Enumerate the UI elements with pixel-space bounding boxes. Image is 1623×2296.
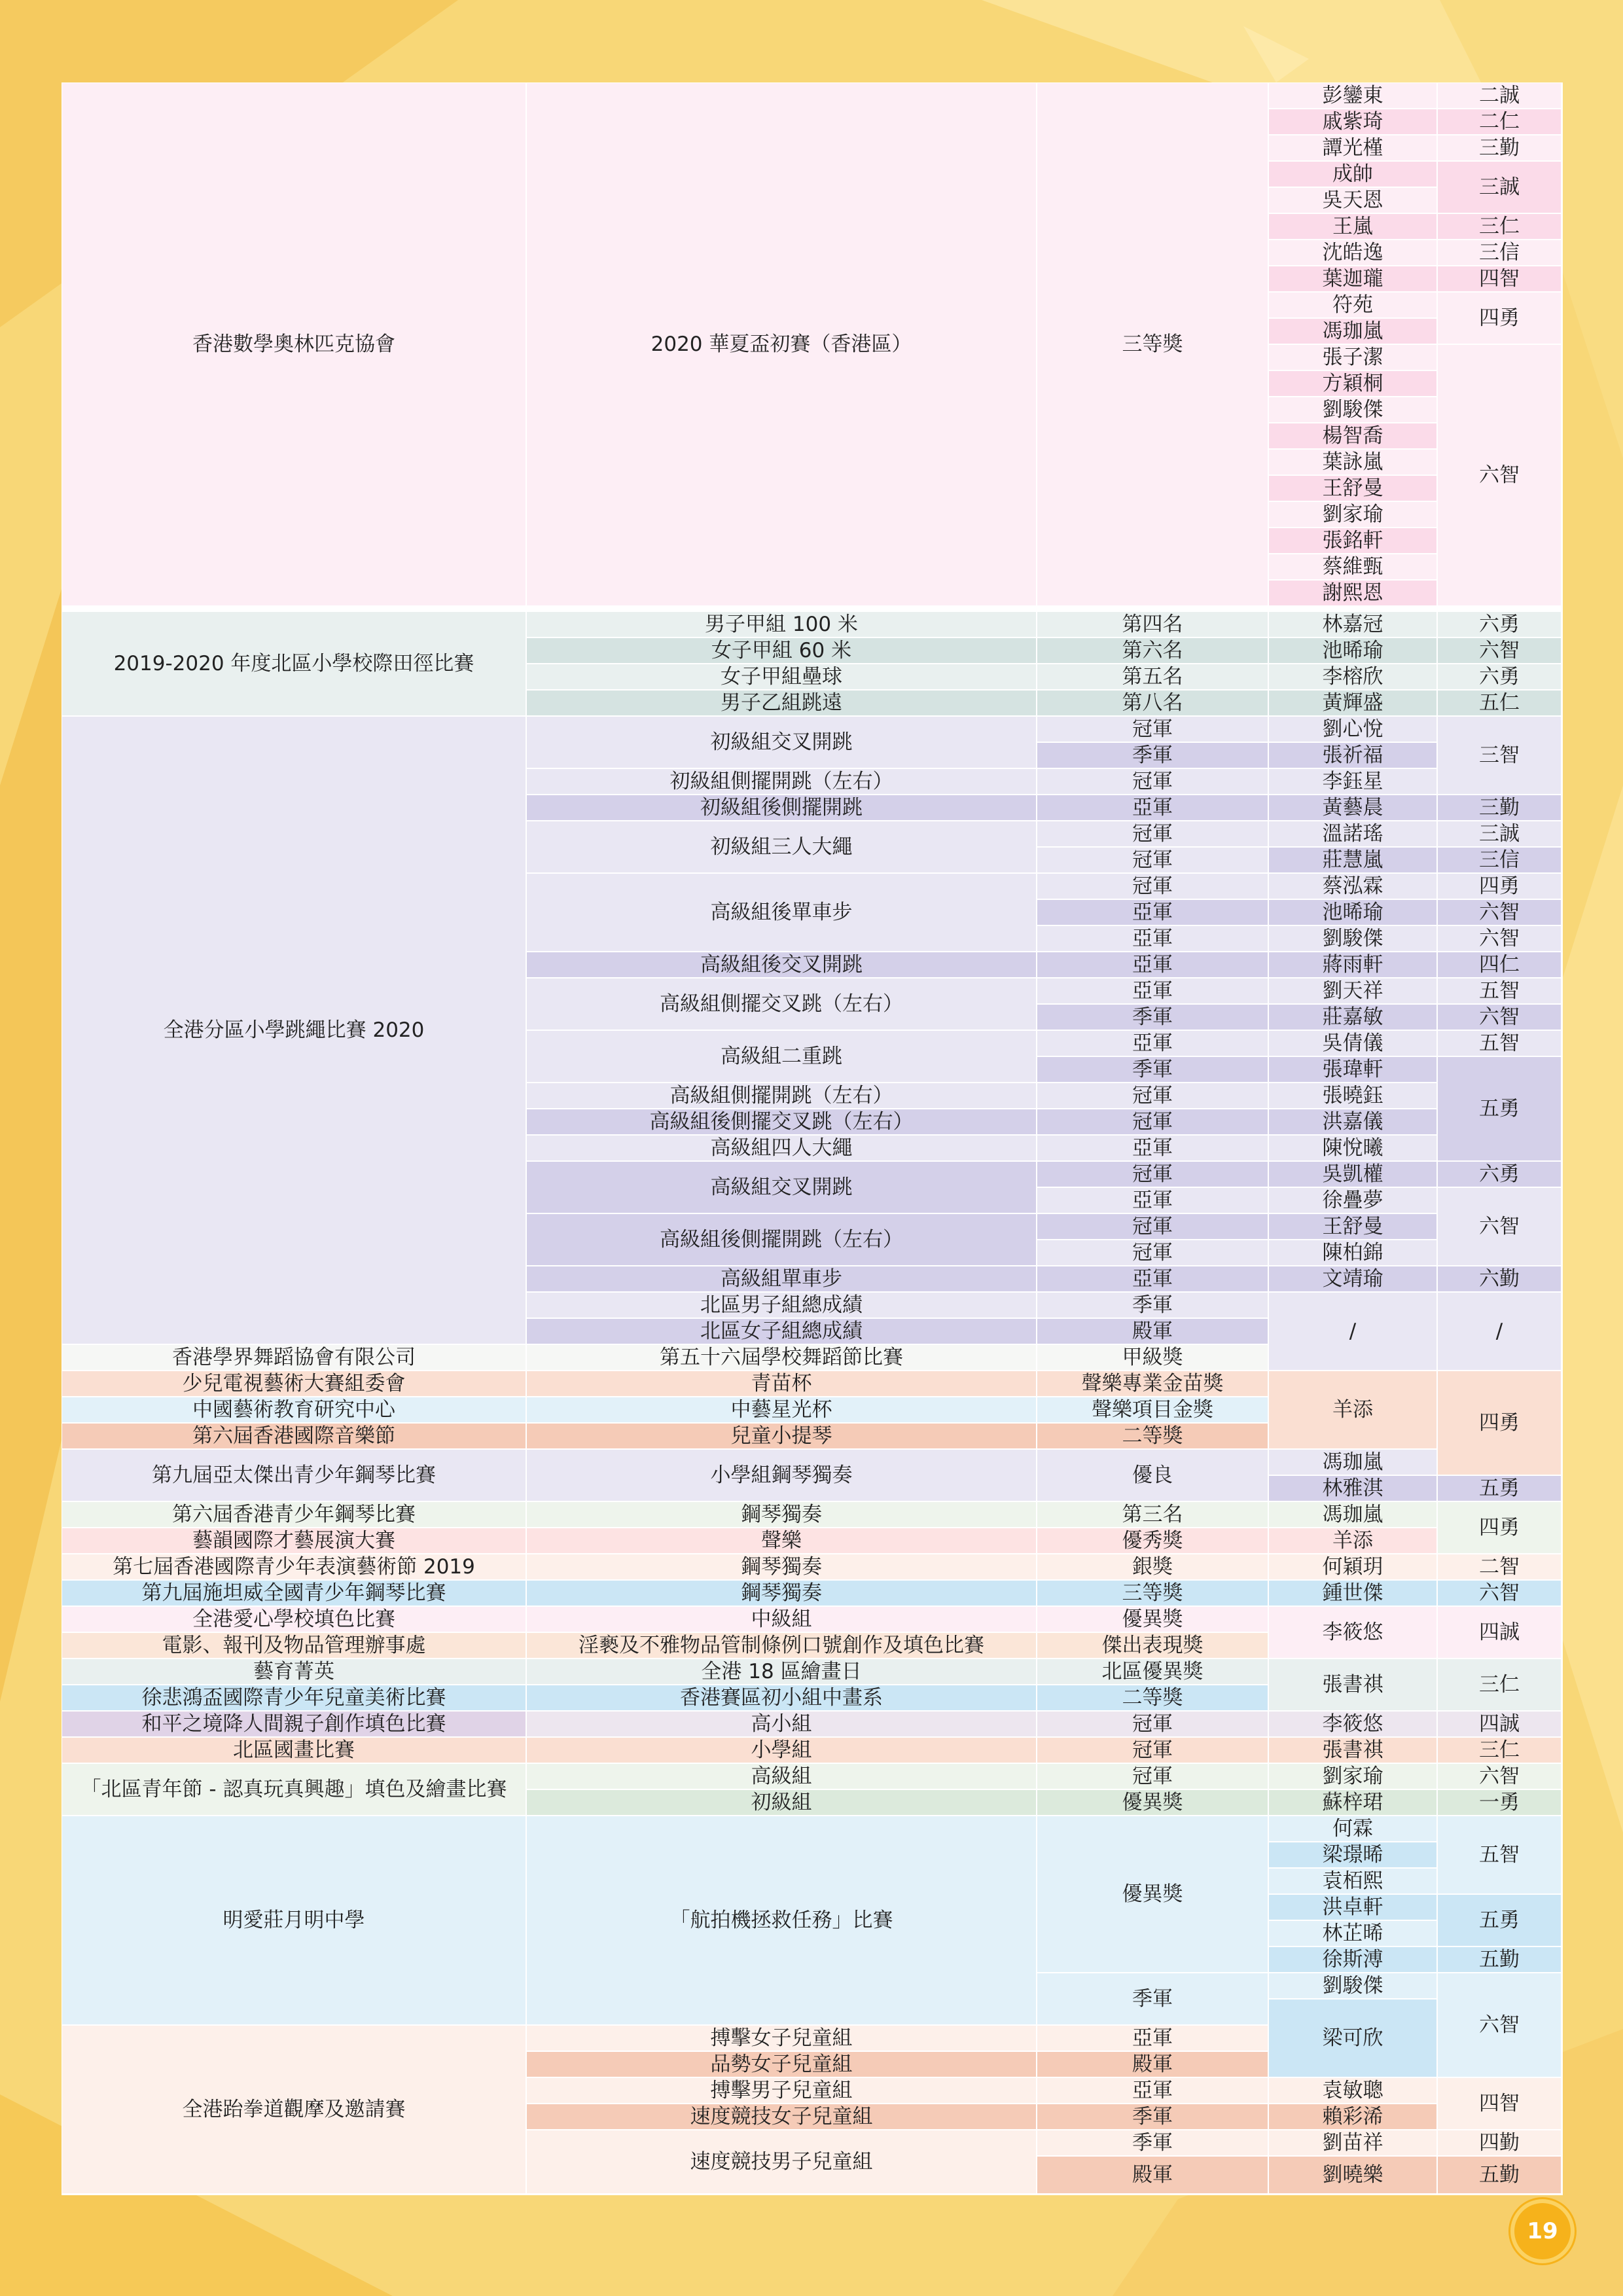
award-cell: 傑出表現獎 xyxy=(1037,1633,1269,1659)
class-cell: 四誠 xyxy=(1438,1607,1562,1659)
class-cell: 五智 xyxy=(1438,978,1562,1005)
award-cell: 季軍 xyxy=(1037,1973,1269,2026)
competition-cell: 搏擊男子兒童組 xyxy=(527,2078,1037,2104)
competition-cell: 高級組後側擺開跳（左右） xyxy=(527,1214,1037,1266)
student-name-cell: 符苑 xyxy=(1269,293,1438,319)
award-cell: 冠軍 xyxy=(1037,1162,1269,1188)
student-name-cell: 譚光槿 xyxy=(1269,135,1438,162)
competition-cell: 第五十六屆學校舞蹈節比賽 xyxy=(527,1345,1037,1371)
class-cell: 六智 xyxy=(1438,1764,1562,1790)
class-cell: 六勇 xyxy=(1438,612,1562,638)
award-cell: 第四名 xyxy=(1037,612,1269,638)
award-cell: 季軍 xyxy=(1037,1057,1269,1083)
class-cell: 四勇 xyxy=(1438,1371,1562,1476)
student-name-cell: 蔡維甄 xyxy=(1269,554,1438,581)
student-name-cell: 池晞瑜 xyxy=(1269,638,1438,664)
award-cell: 亞軍 xyxy=(1037,900,1269,926)
class-cell: 三仁 xyxy=(1438,1738,1562,1764)
award-cell: 冠軍 xyxy=(1037,874,1269,900)
competition-cell: 速度競技女子兒童組 xyxy=(527,2104,1037,2130)
organizer-cell: 第九屆施坦威全國青少年鋼琴比賽 xyxy=(62,1581,527,1607)
award-cell: 亞軍 xyxy=(1037,926,1269,952)
student-name-cell: 楊智喬 xyxy=(1269,423,1438,450)
student-name-cell: 張祈福 xyxy=(1269,743,1438,769)
class-cell: 三誠 xyxy=(1438,162,1562,214)
class-cell: 三勤 xyxy=(1438,795,1562,821)
organizer-cell: 藝育菁英 xyxy=(62,1659,527,1685)
award-cell: 冠軍 xyxy=(1037,1764,1269,1790)
award-cell: 第六名 xyxy=(1037,638,1269,664)
class-cell: 六智 xyxy=(1438,1005,1562,1031)
competition-cell: 聲樂 xyxy=(527,1528,1037,1554)
student-name-cell: 劉駿傑 xyxy=(1269,926,1438,952)
competition-cell: 女子甲組 60 米 xyxy=(527,638,1037,664)
class-cell: 四勇 xyxy=(1438,293,1562,345)
award-cell: 冠軍 xyxy=(1037,1738,1269,1764)
student-name-cell: 池晞瑜 xyxy=(1269,900,1438,926)
student-name-cell: 張瑋軒 xyxy=(1269,1057,1438,1083)
competition-cell: 小學組鋼琴獨奏 xyxy=(527,1450,1037,1502)
award-cell: 亞軍 xyxy=(1037,795,1269,821)
student-name-cell: 王嵐 xyxy=(1269,214,1438,240)
class-cell: 三仁 xyxy=(1438,1659,1562,1712)
student-name-cell: 張書祺 xyxy=(1269,1738,1438,1764)
competition-cell: 小學組 xyxy=(527,1738,1037,1764)
organizer-cell: 北區國畫比賽 xyxy=(62,1738,527,1764)
student-name-cell: 張子潔 xyxy=(1269,345,1438,371)
award-cell: 亞軍 xyxy=(1037,2078,1269,2104)
competition-cell: 全港 18 區繪畫日 xyxy=(527,1659,1037,1685)
organizer-cell: 第六屆香港青少年鋼琴比賽 xyxy=(62,1502,527,1528)
student-name-cell: 張書祺 xyxy=(1269,1659,1438,1712)
award-cell: 甲級獎 xyxy=(1037,1345,1269,1371)
award-cell: 亞軍 xyxy=(1037,952,1269,978)
student-name-cell: 徐斯溥 xyxy=(1269,1947,1438,1973)
award-cell: 冠軍 xyxy=(1037,717,1269,743)
award-cell: 優秀獎 xyxy=(1037,1528,1269,1554)
student-name-cell: 張曉鈺 xyxy=(1269,1083,1438,1109)
award-cell: 亞軍 xyxy=(1037,1031,1269,1057)
award-cell: 冠軍 xyxy=(1037,1240,1269,1266)
award-cell: 冠軍 xyxy=(1037,848,1269,874)
organizer-cell: 中國藝術教育研究中心 xyxy=(62,1397,527,1424)
student-name-cell: 黃藝晨 xyxy=(1269,795,1438,821)
student-name-cell: 葉迦瓏 xyxy=(1269,266,1438,293)
organizer-cell: 藝韻國際才藝展演大賽 xyxy=(62,1528,527,1554)
student-name-cell: 洪卓軒 xyxy=(1269,1895,1438,1921)
student-name-cell: 文靖瑜 xyxy=(1269,1266,1438,1293)
award-cell: 亞軍 xyxy=(1037,2026,1269,2052)
class-cell: 六智 xyxy=(1438,1188,1562,1266)
class-cell: 三信 xyxy=(1438,848,1562,874)
class-cell: 六勇 xyxy=(1438,664,1562,691)
award-cell: 優異獎 xyxy=(1037,1790,1269,1816)
award-cell: 第八名 xyxy=(1037,691,1269,717)
organizer-cell: 全港跆拳道觀摩及邀請賽 xyxy=(62,2026,527,2195)
award-cell: 季軍 xyxy=(1037,2104,1269,2130)
student-name-cell: 劉駿傑 xyxy=(1269,1973,1438,2000)
competition-cell: 高級組側擺開跳（左右） xyxy=(527,1083,1037,1109)
organizer-cell: 少兒電視藝術大賽組委會 xyxy=(62,1371,527,1397)
student-name-cell: 林芷晞 xyxy=(1269,1921,1438,1947)
student-name-cell: / xyxy=(1269,1293,1438,1371)
student-name-cell: 李筱悠 xyxy=(1269,1607,1438,1659)
organizer-cell: 第七屆香港國際青少年表演藝術節 2019 xyxy=(62,1554,527,1581)
class-cell: 四智 xyxy=(1438,266,1562,293)
competition-cell: 香港賽區初小組中畫系 xyxy=(527,1685,1037,1712)
student-name-cell: 莊嘉敏 xyxy=(1269,1005,1438,1031)
awards-table xyxy=(62,82,1563,2195)
award-cell: 聲樂專業金苗獎 xyxy=(1037,1371,1269,1397)
page-number: 19 xyxy=(1514,2203,1571,2259)
award-cell: 季軍 xyxy=(1037,1005,1269,1031)
student-name-cell: 吳凱權 xyxy=(1269,1162,1438,1188)
class-cell: 二智 xyxy=(1438,1554,1562,1581)
award-cell: 二等獎 xyxy=(1037,1685,1269,1712)
award-cell: 北區優異獎 xyxy=(1037,1659,1269,1685)
student-name-cell: 陳柏錦 xyxy=(1269,1240,1438,1266)
student-name-cell: 梁璟晞 xyxy=(1269,1842,1438,1869)
organizer-cell: 第六屆香港國際音樂節 xyxy=(62,1424,527,1450)
competition-cell: 高級組 xyxy=(527,1764,1037,1790)
award-cell: 冠軍 xyxy=(1037,821,1269,848)
organizer-cell: 「北區青年節 - 認真玩真興趣」填色及繪畫比賽 xyxy=(62,1764,527,1816)
organizer-cell: 全港分區小學跳繩比賽 2020 xyxy=(62,717,527,1345)
class-cell: 四仁 xyxy=(1438,952,1562,978)
award-cell: 殿軍 xyxy=(1037,2052,1269,2078)
organizer-cell: 第九屆亞太傑出青少年鋼琴比賽 xyxy=(62,1450,527,1502)
award-cell: 冠軍 xyxy=(1037,1214,1269,1240)
award-cell: 冠軍 xyxy=(1037,1083,1269,1109)
student-name-cell: 方穎桐 xyxy=(1269,371,1438,397)
award-cell: 殿軍 xyxy=(1037,2157,1269,2195)
student-name-cell: 劉天祥 xyxy=(1269,978,1438,1005)
class-cell: 三智 xyxy=(1438,717,1562,795)
class-cell: 五智 xyxy=(1438,1816,1562,1895)
class-cell: 三仁 xyxy=(1438,214,1562,240)
class-cell: 四勤 xyxy=(1438,2130,1562,2157)
class-cell: 五勤 xyxy=(1438,2157,1562,2195)
class-cell: 五勇 xyxy=(1438,1895,1562,1947)
student-name-cell: 黃輝盛 xyxy=(1269,691,1438,717)
class-cell: 五仁 xyxy=(1438,691,1562,717)
award-cell: 冠軍 xyxy=(1037,1109,1269,1136)
student-name-cell: 馮珈嵐 xyxy=(1269,1502,1438,1528)
competition-cell: 速度競技男子兒童組 xyxy=(527,2130,1037,2195)
class-cell: 六智 xyxy=(1438,638,1562,664)
award-cell: 三等獎 xyxy=(1037,83,1269,607)
award-cell: 第五名 xyxy=(1037,664,1269,691)
student-name-cell: 袁栢熙 xyxy=(1269,1869,1438,1895)
class-cell: 四勇 xyxy=(1438,874,1562,900)
organizer-cell: 明愛莊月明中學 xyxy=(62,1816,527,2026)
competition-cell: 男子甲組 100 米 xyxy=(527,612,1037,638)
organizer-cell: 2019-2020 年度北區小學校際田徑比賽 xyxy=(62,612,527,717)
award-cell: 優良 xyxy=(1037,1450,1269,1502)
competition-cell: 鋼琴獨奏 xyxy=(527,1502,1037,1528)
competition-cell: 北區女子組總成績 xyxy=(527,1319,1037,1345)
student-name-cell: 蘇梓珺 xyxy=(1269,1790,1438,1816)
award-cell: 季軍 xyxy=(1037,743,1269,769)
competition-cell: 高級組後交叉開跳 xyxy=(527,952,1037,978)
competition-cell: 高小組 xyxy=(527,1712,1037,1738)
organizer-cell: 徐悲鴻盃國際青少年兒童美術比賽 xyxy=(62,1685,527,1712)
class-cell: 四勇 xyxy=(1438,1502,1562,1554)
class-cell: 六智 xyxy=(1438,926,1562,952)
competition-cell: 初級組 xyxy=(527,1790,1037,1816)
class-cell: 六智 xyxy=(1438,900,1562,926)
competition-cell: 青苗杯 xyxy=(527,1371,1037,1397)
award-cell: 亞軍 xyxy=(1037,1266,1269,1293)
student-name-cell: 羊添 xyxy=(1269,1528,1438,1554)
competition-cell: 北區男子組總成績 xyxy=(527,1293,1037,1319)
student-name-cell: 洪嘉儀 xyxy=(1269,1109,1438,1136)
award-cell: 亞軍 xyxy=(1037,978,1269,1005)
student-name-cell: 葉詠嵐 xyxy=(1269,450,1438,476)
award-cell: 優異獎 xyxy=(1037,1816,1269,1973)
award-cell: 季軍 xyxy=(1037,1293,1269,1319)
award-cell: 冠軍 xyxy=(1037,769,1269,795)
competition-cell: 高級組側擺交叉跳（左右） xyxy=(527,978,1037,1031)
student-name-cell: 何穎玥 xyxy=(1269,1554,1438,1581)
student-name-cell: 馮珈嵐 xyxy=(1269,1450,1438,1476)
class-cell: 五勇 xyxy=(1438,1057,1562,1162)
student-name-cell: 羊添 xyxy=(1269,1371,1438,1450)
class-cell: 五智 xyxy=(1438,1031,1562,1057)
award-cell: 殿軍 xyxy=(1037,1319,1269,1345)
award-cell: 優異獎 xyxy=(1037,1607,1269,1633)
competition-cell: 高級組後單車步 xyxy=(527,874,1037,952)
class-cell: 六智 xyxy=(1438,1581,1562,1607)
competition-cell: 女子甲組壘球 xyxy=(527,664,1037,691)
student-name-cell: 陳悅曦 xyxy=(1269,1136,1438,1162)
competition-cell: 品勢女子兒童組 xyxy=(527,2052,1037,2078)
class-cell: 一勇 xyxy=(1438,1790,1562,1816)
student-name-cell: 吳倩儀 xyxy=(1269,1031,1438,1057)
class-cell: 二誠 xyxy=(1438,83,1562,109)
competition-cell: 淫褻及不雅物品管制條例口號創作及填色比賽 xyxy=(527,1633,1037,1659)
student-name-cell: 劉苗祥 xyxy=(1269,2130,1438,2157)
student-name-cell: 戚紫琦 xyxy=(1269,109,1438,135)
competition-cell: 高級組二重跳 xyxy=(527,1031,1037,1083)
award-cell: 銀獎 xyxy=(1037,1554,1269,1581)
competition-cell: 初級組三人大繩 xyxy=(527,821,1037,874)
class-cell: 三信 xyxy=(1438,240,1562,266)
student-name-cell: 李鈺星 xyxy=(1269,769,1438,795)
organizer-cell: 全港愛心學校填色比賽 xyxy=(62,1607,527,1633)
class-cell: 二仁 xyxy=(1438,109,1562,135)
student-name-cell: 馮珈嵐 xyxy=(1269,319,1438,345)
class-cell: 五勤 xyxy=(1438,1947,1562,1973)
award-cell: 二等獎 xyxy=(1037,1424,1269,1450)
student-name-cell: 鍾世傑 xyxy=(1269,1581,1438,1607)
class-cell: 六智 xyxy=(1438,345,1562,607)
organizer-cell: 香港數學奧林匹克協會 xyxy=(62,83,527,607)
class-cell: 四誠 xyxy=(1438,1712,1562,1738)
class-cell: 三勤 xyxy=(1438,135,1562,162)
student-name-cell: 徐疊夢 xyxy=(1269,1188,1438,1214)
student-name-cell: 張銘軒 xyxy=(1269,528,1438,554)
award-cell: 季軍 xyxy=(1037,2130,1269,2157)
competition-cell: 中級組 xyxy=(527,1607,1037,1633)
student-name-cell: 王舒曼 xyxy=(1269,1214,1438,1240)
student-name-cell: 蔡泓霖 xyxy=(1269,874,1438,900)
student-name-cell: 林雅淇 xyxy=(1269,1476,1438,1502)
competition-cell: 2020 華夏盃初賽（香港區） xyxy=(527,83,1037,607)
competition-cell: 高級組四人大繩 xyxy=(527,1136,1037,1162)
student-name-cell: 成帥 xyxy=(1269,162,1438,188)
student-name-cell: 袁敏聰 xyxy=(1269,2078,1438,2104)
competition-cell: 高級組後側擺交叉跳（左右） xyxy=(527,1109,1037,1136)
student-name-cell: 何霖 xyxy=(1269,1816,1438,1842)
competition-cell: 初級組側擺開跳（左右） xyxy=(527,769,1037,795)
competition-cell: 高級組單車步 xyxy=(527,1266,1037,1293)
organizer-cell: 香港學界舞蹈協會有限公司 xyxy=(62,1345,527,1371)
student-name-cell: 彭鑾東 xyxy=(1269,83,1438,109)
student-name-cell: 王舒曼 xyxy=(1269,476,1438,502)
award-cell: 亞軍 xyxy=(1037,1188,1269,1214)
class-cell: / xyxy=(1438,1293,1562,1371)
student-name-cell: 劉曉樂 xyxy=(1269,2157,1438,2195)
student-name-cell: 賴彩浠 xyxy=(1269,2104,1438,2130)
class-cell: 六智 xyxy=(1438,1973,1562,2078)
student-name-cell: 李筱悠 xyxy=(1269,1712,1438,1738)
student-name-cell: 沈皓逸 xyxy=(1269,240,1438,266)
student-name-cell: 劉家瑜 xyxy=(1269,1764,1438,1790)
competition-cell: 初級組後側擺開跳 xyxy=(527,795,1037,821)
award-cell: 第三名 xyxy=(1037,1502,1269,1528)
student-name-cell: 莊慧嵐 xyxy=(1269,848,1438,874)
competition-cell: 初級組交叉開跳 xyxy=(527,717,1037,769)
class-cell: 六勤 xyxy=(1438,1266,1562,1293)
student-name-cell: 劉駿傑 xyxy=(1269,397,1438,423)
student-name-cell: 梁可欣 xyxy=(1269,2000,1438,2078)
competition-cell: 鋼琴獨奏 xyxy=(527,1581,1037,1607)
student-name-cell: 溫諾瑤 xyxy=(1269,821,1438,848)
award-cell: 三等獎 xyxy=(1037,1581,1269,1607)
student-name-cell: 劉心悅 xyxy=(1269,717,1438,743)
class-cell: 三誠 xyxy=(1438,821,1562,848)
student-name-cell: 蔣雨軒 xyxy=(1269,952,1438,978)
competition-cell: 男子乙組跳遠 xyxy=(527,691,1037,717)
competition-cell: 中藝星光杯 xyxy=(527,1397,1037,1424)
student-name-cell: 林嘉冠 xyxy=(1269,612,1438,638)
competition-cell: 「航拍機拯救任務」比賽 xyxy=(527,1816,1037,2026)
competition-cell: 搏擊女子兒童組 xyxy=(527,2026,1037,2052)
class-cell: 四智 xyxy=(1438,2078,1562,2130)
award-cell: 聲樂項目金獎 xyxy=(1037,1397,1269,1424)
class-cell: 五勇 xyxy=(1438,1476,1562,1502)
competition-cell: 兒童小提琴 xyxy=(527,1424,1037,1450)
student-name-cell: 謝熙恩 xyxy=(1269,581,1438,607)
organizer-cell: 和平之境降人間親子創作填色比賽 xyxy=(62,1712,527,1738)
award-cell: 冠軍 xyxy=(1037,1712,1269,1738)
organizer-cell: 電影、報刊及物品管理辦事處 xyxy=(62,1633,527,1659)
competition-cell: 鋼琴獨奏 xyxy=(527,1554,1037,1581)
student-name-cell: 吳天恩 xyxy=(1269,188,1438,214)
student-name-cell: 劉家瑜 xyxy=(1269,502,1438,528)
student-name-cell: 李榕欣 xyxy=(1269,664,1438,691)
award-cell: 亞軍 xyxy=(1037,1136,1269,1162)
competition-cell: 高級組交叉開跳 xyxy=(527,1162,1037,1214)
class-cell: 六勇 xyxy=(1438,1162,1562,1188)
